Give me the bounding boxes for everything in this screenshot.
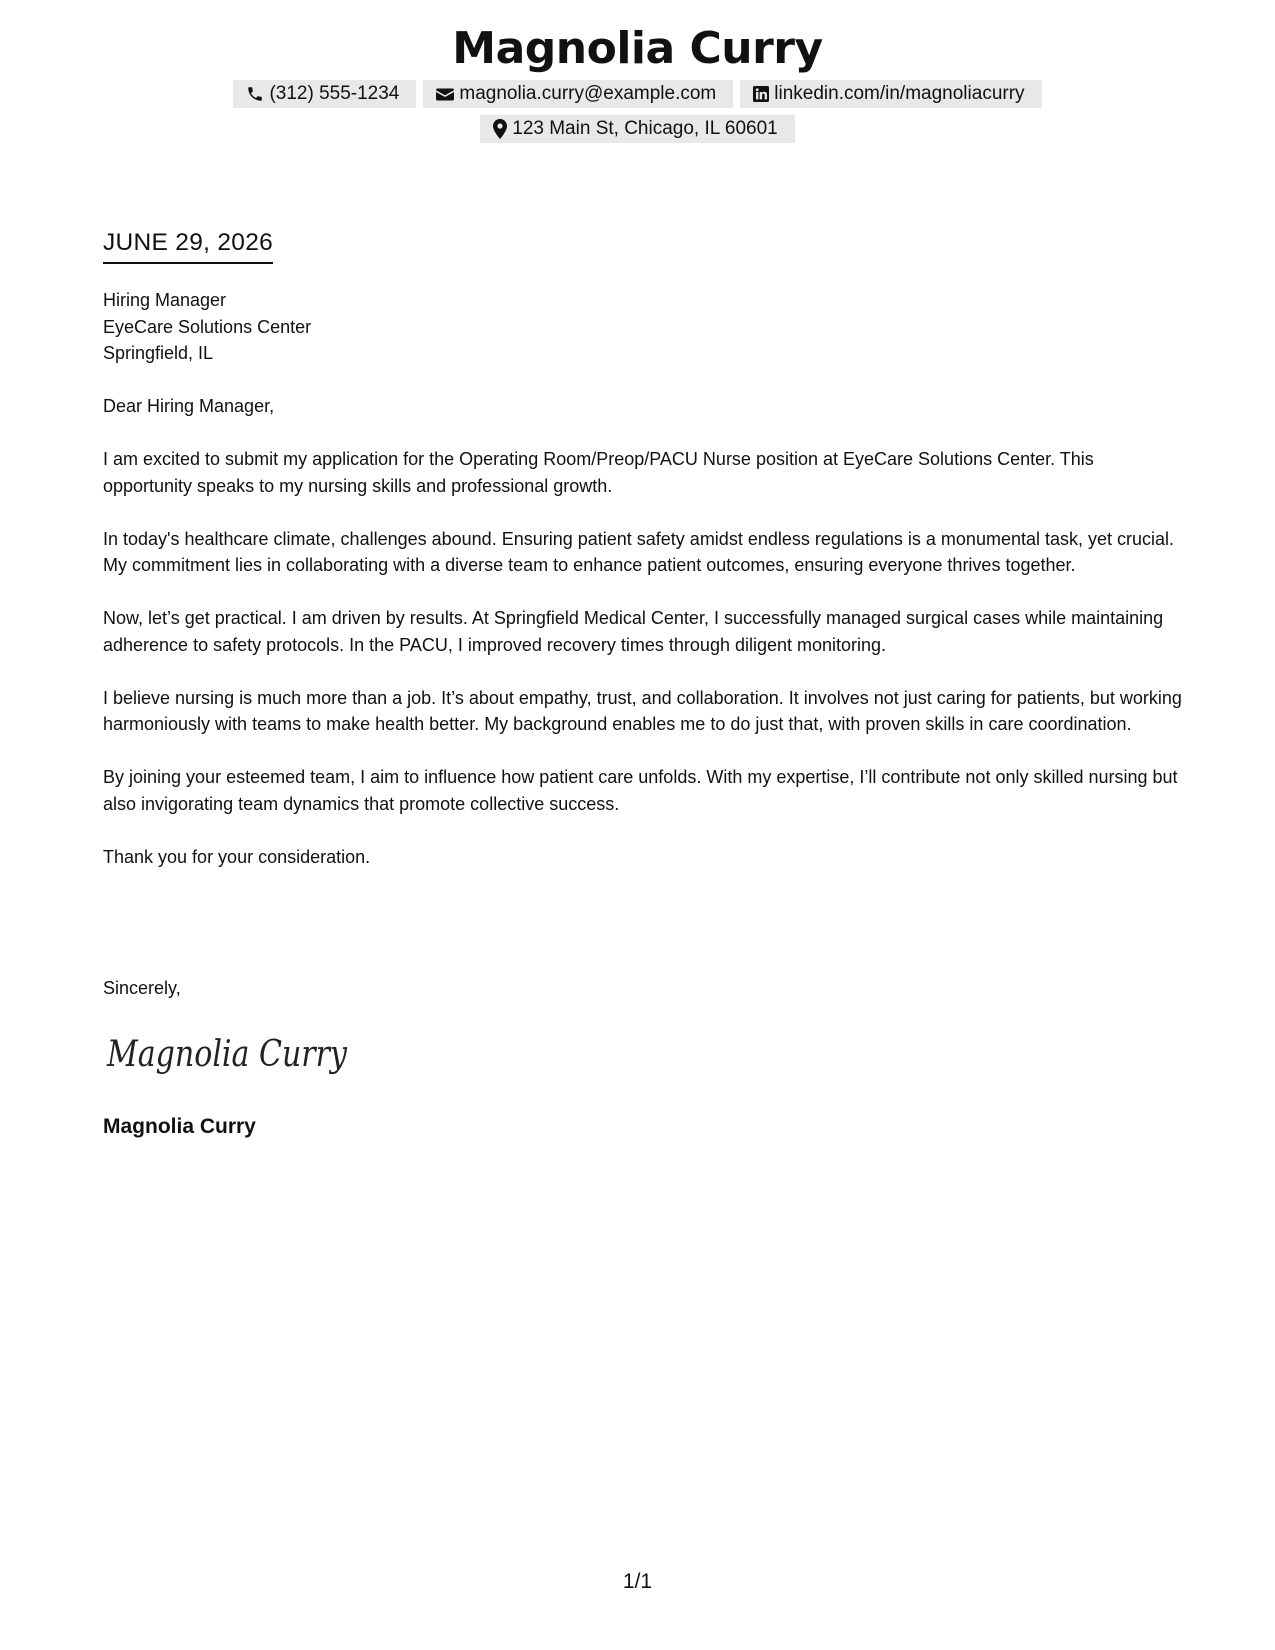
phone-text: (312) 555-1234	[269, 83, 400, 104]
handwritten-signature	[103, 1020, 363, 1090]
address-chip	[480, 115, 794, 143]
closing: Sincerely,	[103, 978, 181, 998]
map-marker-icon	[493, 119, 507, 139]
body-paragraph: I am excited to submit my application for the Operating Room/Preop/PACU Nurse position at EyeCare Solutions Center. This opportunity speaks to my nursing skills and professional growth.	[103, 449, 1094, 496]
letter-date: JUNE 29, 2026	[103, 226, 273, 264]
recipient-location: Springfield, IL	[103, 343, 214, 363]
envelope-icon	[436, 87, 454, 102]
thank-you-line: Thank you for your consideration.	[103, 846, 371, 867]
linkedin-icon	[753, 86, 769, 102]
recipient-block	[103, 287, 1183, 367]
phone-icon	[246, 85, 264, 103]
phone-chip	[233, 80, 416, 108]
body-paragraph: I believe nursing is much more than a job. It’s about empathy, trust, and collaboration. It involves not just caring for patients, but working harmoniously with teams to make health better. My background enables me to do just that, with proven skills in care coordination.	[103, 687, 1182, 734]
letter-body	[103, 393, 1183, 897]
salutation: Dear Hiring Manager,	[103, 396, 275, 416]
contact-row-secondary	[0, 115, 1275, 143]
linkedin-text: linkedin.com/in/magnoliacurry	[774, 83, 1025, 104]
body-paragraph: By joining your esteemed team, I aim to influence how patient care unfolds. With my expertise, I’ll contribute not only skilled nursing but also invigorating team dynamics that promote collective success.	[103, 767, 1178, 814]
email-chip	[423, 80, 733, 108]
signer-name: Magnolia Curry	[103, 1115, 256, 1138]
letter-header	[0, 18, 1275, 143]
recipient-title: Hiring Manager	[103, 290, 227, 310]
applicant-name: Magnolia Curry	[452, 23, 823, 74]
page-number: 1/1	[622, 1570, 653, 1593]
body-paragraph: Now, let’s get practical. I am driven by results. At Springfield Medical Center, I successfully managed surgical cases while maintaining adherence to safety protocols. In the PACU, I improved recovery times through diligent monitoring.	[103, 608, 1164, 655]
email-text: magnolia.curry@example.com	[459, 83, 717, 104]
contact-row-primary	[0, 80, 1275, 108]
recipient-company: EyeCare Solutions Center	[103, 316, 312, 337]
address-text: 123 Main St, Chicago, IL 60601	[512, 118, 778, 139]
body-paragraph: In today's healthcare climate, challenges abound. Ensuring patient safety amidst endless regulations is a monumental task, yet crucial. My commitment lies in collaborating with a diverse team to enhance patient outcomes, ensuring everyone thrives together.	[103, 528, 1175, 575]
linkedin-chip	[740, 80, 1041, 108]
signature-text: Magnolia Curry	[106, 1034, 348, 1075]
